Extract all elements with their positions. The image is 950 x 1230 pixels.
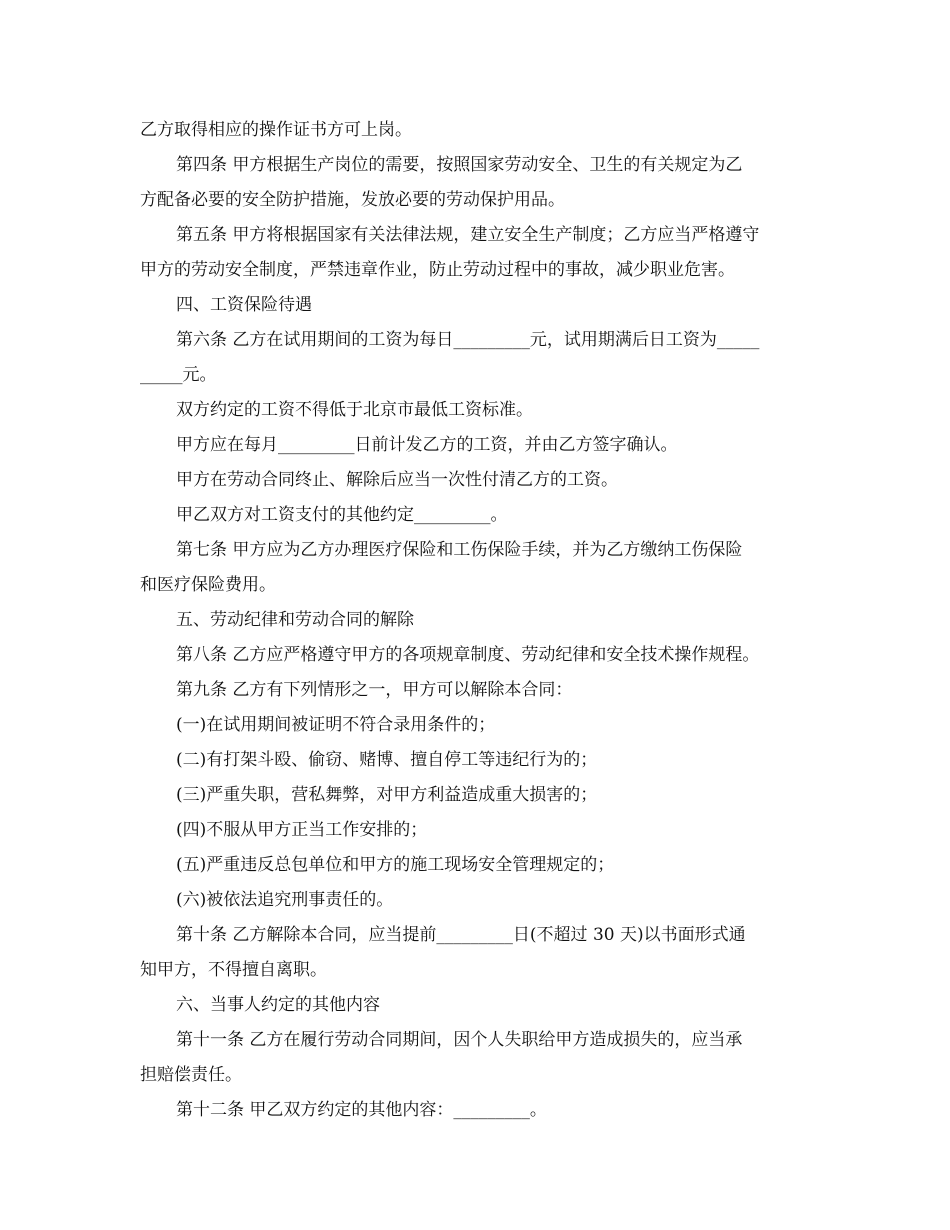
text-line: 和医疗保险费用。: [140, 575, 276, 595]
text-line: 担赔偿责任。: [140, 1065, 242, 1085]
text-line: 方配备必要的安全防护措施，发放必要的劳动保护用品。: [140, 190, 565, 210]
list-item: (五)严重违反总包单位和甲方的施工现场安全管理规定的；: [176, 855, 615, 875]
article-6-line: 第六条 乙方在试用期间的工资为每日_________元，试用期满后日工资为_____: [176, 330, 760, 350]
list-item: (三)严重失职，营私舞弊，对甲方利益造成重大损害的；: [176, 785, 598, 805]
article-10-line: 第十条 乙方解除本合同，应当提前_________日(不超过 30 天)以书面形式通: [176, 925, 746, 945]
article-4-line: 第四条 甲方根据生产岗位的需要，按照国家劳动安全、卫生的有关规定为乙: [176, 155, 743, 175]
text-line: 甲乙双方对工资支付的其他约定_________。: [176, 505, 508, 525]
text-line: 知甲方，不得擅自离职。: [140, 960, 327, 980]
article-8-line: 第八条 乙方应严格遵守甲方的各项规章制度、劳动纪律和安全技术操作规程。: [176, 645, 760, 665]
text-line: 甲方应在每月_________日前计发乙方的工资，并由乙方签字确认。: [176, 435, 678, 455]
text-line: 甲方在劳动合同终止、解除后应当一次性付清乙方的工资。: [176, 470, 618, 490]
text-line: 乙方取得相应的操作证书方可上岗。: [140, 120, 412, 140]
text-line: 双方约定的工资不得低于北京市最低工资标准。: [176, 400, 533, 420]
text-line: _____元。: [140, 365, 217, 385]
article-9-line: 第九条 乙方有下列情形之一，甲方可以解除本合同：: [176, 680, 573, 700]
article-11-line: 第十一条 乙方在履行劳动合同期间，因个人失职给甲方造成损失的，应当承: [176, 1030, 743, 1050]
list-item: (六)被依法追究刑事责任的。: [176, 890, 394, 910]
text-line: 甲方的劳动安全制度，严禁违章作业，防止劳动过程中的事故，减少职业危害。: [140, 260, 735, 280]
list-item: (一)在试用期间被证明不符合录用条件的；: [176, 715, 496, 735]
section-heading-wages: 四、工资保险待遇: [176, 295, 312, 315]
list-item: (四)不服从甲方正当工作安排的；: [176, 820, 428, 840]
section-heading-other: 六、当事人约定的其他内容: [176, 995, 380, 1015]
section-heading-discipline: 五、劳动纪律和劳动合同的解除: [176, 610, 414, 630]
article-12-line: 第十二条 甲乙双方约定的其他内容：_________。: [176, 1100, 547, 1120]
article-7-line: 第七条 甲方应为乙方办理医疗保险和工伤保险手续，并为乙方缴纳工伤保险: [176, 540, 743, 560]
article-5-line: 第五条 甲方将根据国家有关法律法规，建立安全生产制度；乙方应当严格遵守: [176, 225, 760, 245]
list-item: (二)有打架斗殴、偷窃、赌博、擅自停工等违纪行为的；: [176, 750, 598, 770]
